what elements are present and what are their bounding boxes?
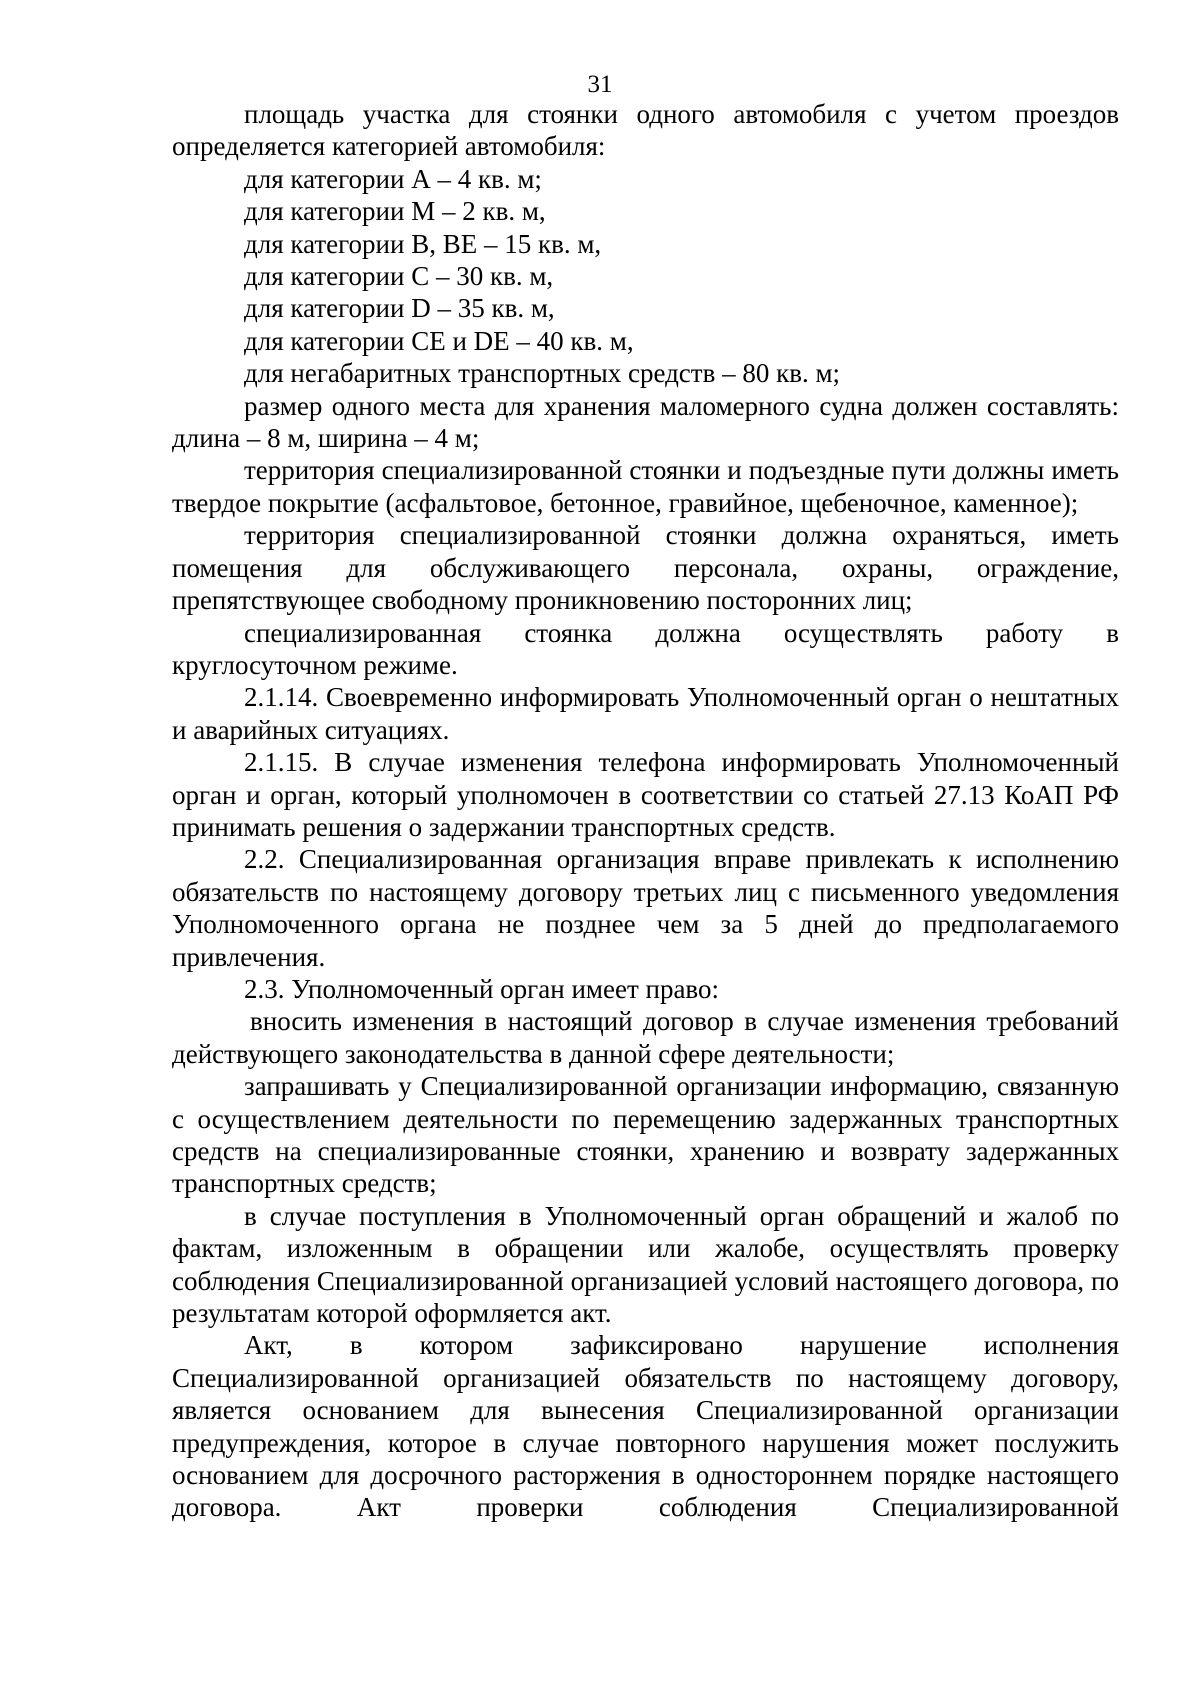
document-body <box>172 98 1119 1524</box>
paragraph-2-2: 2.2. Специализированная организация вправе привлекать к исполнению обязательств по настоящему договору третьих лиц с письменного уведомления Уполномоченного органа не позднее чем за 5 дней до предполагаемого привлечения. <box>172 844 1119 972</box>
list-item-oversized: для негабаритных транспортных средств – 80 кв. м; <box>244 358 841 389</box>
list-item-category-m: для категории М – 2 кв. м, <box>244 196 546 227</box>
paragraph-parking-area: площадь участка для стоянки одного автомобиля с учетом проездов определяется категорией автомобиля: <box>172 99 1119 162</box>
list-item-category-a: для категории А – 4 кв. м; <box>244 163 542 194</box>
paragraph-security: территория специализированной стоянки должна охраняться, иметь помещения для обслуживающего персонала, охраны, ограждение, препятствующее свободному проникновению посторонних лиц; <box>172 520 1119 616</box>
page-number: 31 <box>587 71 613 98</box>
paragraph-2-1-14: 2.1.14. Своевременно информировать Уполномоченный орган о нештатных и аварийных ситуациях. <box>172 682 1119 745</box>
list-item-category-ce-de: для категории СЕ и DЕ – 40 кв. м, <box>244 325 634 356</box>
paragraph-2-1-15: 2.1.15. В случае изменения телефона информировать Уполномоченный орган и орган, который уполномочен в соответствии со статьей 27.13 КоАП РФ принимать решения о задержании транспортных средств. <box>172 747 1119 842</box>
paragraph-2-3: 2.3. Уполномоченный орган имеет право: <box>244 973 719 1004</box>
list-item-category-b-be: для категории В, ВЕ – 15 кв. м, <box>244 228 602 259</box>
list-item-category-d: для категории D – 35 кв. м, <box>244 293 555 324</box>
paragraph-request-info: запрашивать у Специализированной организации информацию, связанную с осуществлением деятельности по перемещению задержанных транспортных средств на специализированные стоянки, хранению и возврату задержанных транспортных средств; <box>172 1071 1119 1199</box>
paragraph-complaints: в случае поступления в Уполномоченный орган обращений и жалоб по фактам, изложенным в обращении или жалобе, осуществлять проверку соблюдения Специализированной организацией условий настоящего договора, по результатам которой оформляется акт. <box>172 1200 1119 1329</box>
paragraph-amendments: вносить изменения в настоящий договор в случае изменения требований действующего законодательства в данной сфере деятельности; <box>172 1006 1119 1069</box>
paragraph-act: Акт, в котором зафиксировано нарушение исполнения Специализированной организацией обязательств по настоящему договору, является основанием для вынесения Специализированной организации предупреждения, которое в случае повторного нарушения может послужить основанием для досрочного расторжения в одностороннем порядке настоящего договора. Акт проверки соблюдения Специализированной <box>172 1330 1119 1523</box>
paragraph-boat-place: размер одного места для хранения маломерного судна должен составлять: длина – 8 м, ширина – 4 м; <box>172 390 1119 454</box>
paragraph-surface: территория специализированной стоянки и подъездные пути должны иметь твердое покрытие (асфальтовое, бетонное, гравийное, щебеночное, каменное); <box>172 455 1119 518</box>
list-item-category-c: для категории С – 30 кв. м, <box>244 261 554 292</box>
paragraph-round-the-clock: специализированная стоянка должна осуществлять работу в круглосуточном режиме. <box>172 617 1119 680</box>
